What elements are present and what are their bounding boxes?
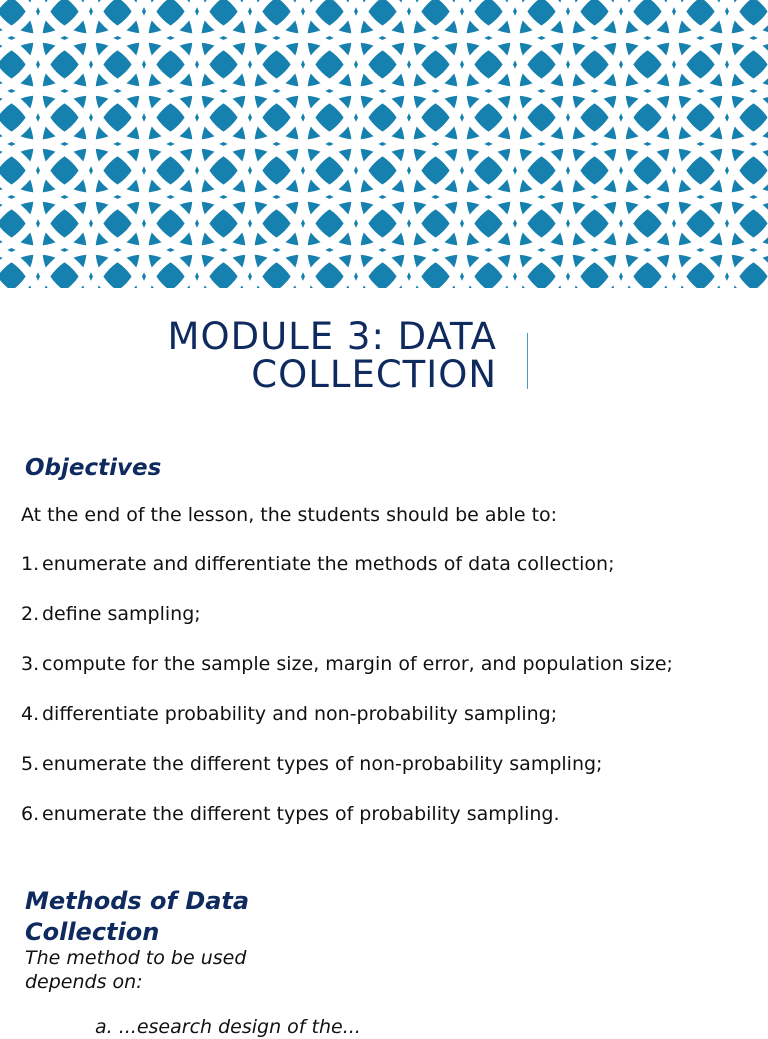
page-title [0,315,497,396]
list-item [21,802,711,826]
list-item-number: 4. [21,703,40,725]
list-item-text: define sampling; [42,603,201,625]
list-item-text: enumerate and differentiate the methods of data collection; [42,553,615,575]
list-item [21,752,711,776]
list-item [21,702,711,726]
methods-heading: Methods of Data Collection [25,887,250,946]
title-line-1: MODULE 3: DATA [167,315,497,358]
list-item-text: enumerate the different types of non-probability sampling; [42,753,603,775]
list-item-number: 5. [21,753,40,775]
list-item-text: enumerate the different types of probability sampling. [42,803,560,825]
list-item-text: compute for the sample size, margin of error, and population size; [42,653,673,675]
methods-cutoff-text: a. ...esearch design of the... [95,1016,361,1038]
title-divider [527,333,528,389]
list-item-text: differentiate probability and non-probability sampling; [42,703,558,725]
list-item [21,552,711,576]
list-item-number: 1. [21,553,40,575]
title-line-2: COLLECTION [251,353,497,396]
objectives-heading: Objectives [25,455,162,481]
objectives-list [21,552,711,852]
list-item [21,602,711,626]
objectives-intro: At the end of the lesson, the students should be able to: [21,504,558,526]
list-item-number: 2. [21,603,40,625]
header-banner [0,0,768,288]
list-item-number: 3. [21,653,40,675]
list-item-number: 6. [21,803,40,825]
circle-pattern-graphic [0,0,768,288]
methods-subtext: The method to be used depends on: [25,947,247,993]
list-item [21,652,711,676]
